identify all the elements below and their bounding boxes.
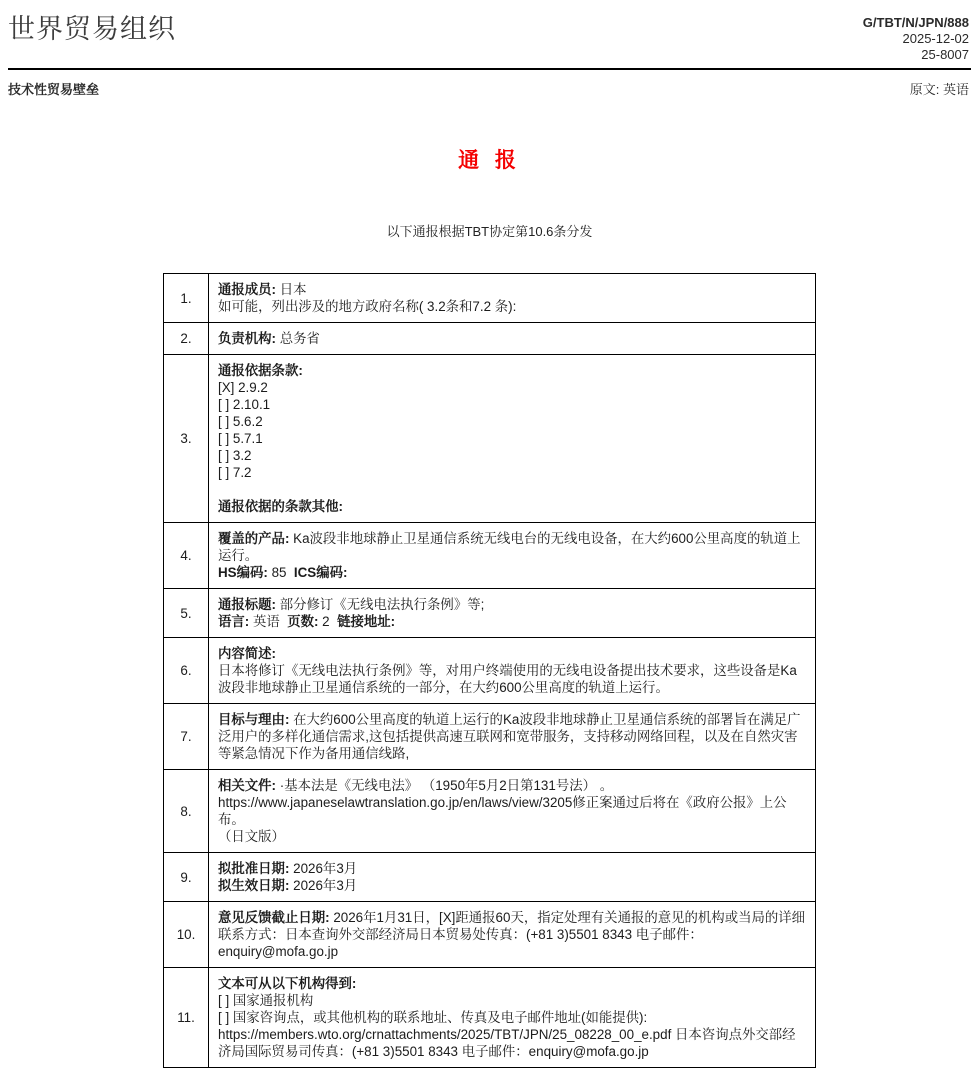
page-title: 通 报 xyxy=(458,149,521,172)
field-label: 通报依据的条款其他: xyxy=(218,499,343,514)
field-value: [ ] 2.10.1 xyxy=(218,397,271,412)
table-row xyxy=(164,638,816,704)
field-value: 2026年3月 xyxy=(293,878,358,893)
row-content xyxy=(209,323,816,355)
field-value: [ ] 3.2 xyxy=(218,448,252,463)
field-value: [ ] 7.2 xyxy=(218,465,252,480)
row-number: 9. xyxy=(164,853,209,902)
field-value: [X] 2.9.2 xyxy=(218,380,268,395)
field-label: 文本可从以下机构得到: xyxy=(218,976,357,991)
text-line xyxy=(218,992,807,1009)
field-label: 语言: xyxy=(218,614,253,629)
subheader xyxy=(0,70,979,98)
table-row xyxy=(164,770,816,853)
row-content xyxy=(209,638,816,704)
table-row xyxy=(164,902,816,968)
field-label: 相关文件: xyxy=(218,778,280,793)
field-value: [ ] 国家通报机构 xyxy=(218,993,314,1008)
text-line xyxy=(218,777,807,794)
document-number: 25-8007 xyxy=(921,47,969,62)
text-line xyxy=(218,498,807,515)
table-row xyxy=(164,968,816,1068)
field-label: 通报成员: xyxy=(218,282,280,297)
text-line xyxy=(218,1009,807,1026)
url-text: https://www.japaneselawtranslation.go.jp/en/laws/view/3205修正案通过后将在《政府公报》上公布。 xyxy=(218,795,787,827)
row-content xyxy=(209,902,816,968)
table-row xyxy=(164,523,816,589)
field-value: 2 xyxy=(322,614,338,629)
row-content xyxy=(209,523,816,589)
text-line xyxy=(218,645,807,662)
committee-label: 技术性贸易壁垒 xyxy=(8,82,100,97)
text-line xyxy=(218,281,807,298)
text-line xyxy=(218,711,807,762)
text-line xyxy=(218,596,807,613)
field-value: （日文版） xyxy=(218,829,285,844)
field-label: HS编码: xyxy=(218,565,272,580)
text-line xyxy=(218,828,807,845)
text-line xyxy=(218,1026,807,1060)
text-line xyxy=(218,662,807,696)
field-value: Ka波段非地球静止卫星通信系统无线电台的无线电设备，在大约600公里高度的轨道上运行。 xyxy=(218,531,801,563)
field-value: 2026年1月31日，[X]距通报60天，指定处理有关通报的意见的机构或当局的详细联系方式：日本查询外交部经济局日本贸易处传真：(+81 3)5501 8343 电子邮件：enquiry@mofa.go.jp xyxy=(218,910,806,959)
row-number: 7. xyxy=(164,704,209,770)
row-number: 1. xyxy=(164,274,209,323)
original-language-label: 原文: 英语 xyxy=(909,82,969,97)
url-text: https://members.wto.org/crnattachments/2025/TBT/JPN/25_08228_00_e.pdf 日本咨询点外交部经济局国际贸易司传真：(+81 3)5501 8343 电子邮件：enquiry@mofa.go.jp xyxy=(218,1027,796,1059)
field-value: [ ] 国家咨询点，或其他机构的联系地址、传真及电子邮件地址(如能提供): xyxy=(218,1010,648,1025)
text-line xyxy=(218,330,807,347)
row-number: 8. xyxy=(164,770,209,853)
field-value: 2026年3月 xyxy=(293,861,358,876)
field-value: 如可能，列出涉及的地方政府名称( 3.2条和7.2 条): xyxy=(218,299,517,314)
row-content xyxy=(209,770,816,853)
row-content xyxy=(209,274,816,323)
row-content xyxy=(209,589,816,638)
field-label: 通报标题: xyxy=(218,597,280,612)
org-title: 世界贸易组织 xyxy=(8,14,176,44)
field-label: 链接地址: xyxy=(337,614,396,629)
distribution-note: 以下通报根据TBT协定第10.6条分发 xyxy=(386,224,593,239)
document-date: 2025-12-02 xyxy=(902,31,969,46)
field-label: 覆盖的产品: xyxy=(218,531,294,546)
field-label: 负责机构: xyxy=(218,331,280,346)
table-row xyxy=(164,704,816,770)
field-value: 日本 xyxy=(279,282,307,297)
field-label: 目标与理由: xyxy=(218,712,294,727)
text-line xyxy=(218,362,807,379)
text-line xyxy=(218,613,807,630)
text-line xyxy=(218,413,807,430)
text-line xyxy=(218,975,807,992)
row-number: 5. xyxy=(164,589,209,638)
row-number: 10. xyxy=(164,902,209,968)
text-line xyxy=(218,909,807,960)
field-value: 85 xyxy=(271,565,294,580)
row-number: 2. xyxy=(164,323,209,355)
row-number: 4. xyxy=(164,523,209,589)
row-content xyxy=(209,704,816,770)
field-value: 日本将修订《无线电法执行条例》等，对用户终端使用的无线电设备提出技术要求，这些设备是Ka波段非地球静止卫星通信系统的一部分，在大约600公里高度的轨道上运行。 xyxy=(218,663,797,695)
text-line xyxy=(218,298,807,315)
text-line xyxy=(218,564,807,581)
text-line xyxy=(218,430,807,447)
text-line xyxy=(218,396,807,413)
field-value: [ ] 5.6.2 xyxy=(218,414,263,429)
field-label: 拟批准日期: xyxy=(218,861,294,876)
text-line xyxy=(218,860,807,877)
document-reference-block xyxy=(863,13,969,63)
row-content xyxy=(209,968,816,1068)
table-row xyxy=(164,355,816,523)
table-row xyxy=(164,589,816,638)
table-row xyxy=(164,274,816,323)
text-line xyxy=(218,464,807,481)
field-value: 部分修订《无线电法执行条例》等; xyxy=(279,597,485,612)
row-number: 11. xyxy=(164,968,209,1068)
text-line xyxy=(218,877,807,894)
field-label: 通报依据条款: xyxy=(218,363,303,378)
field-label: 意见反馈截止日期: xyxy=(218,910,334,925)
row-number: 6. xyxy=(164,638,209,704)
table-row xyxy=(164,323,816,355)
text-line xyxy=(218,379,807,396)
row-number: 3. xyxy=(164,355,209,523)
field-label: 拟生效日期: xyxy=(218,878,294,893)
table-row xyxy=(164,853,816,902)
text-line xyxy=(218,481,807,498)
field-value: 英语 xyxy=(252,614,288,629)
text-line xyxy=(218,530,807,564)
text-line xyxy=(218,447,807,464)
field-label: ICS编码: xyxy=(293,565,348,580)
field-value: 总务省 xyxy=(279,331,320,346)
notification-table xyxy=(163,273,816,1068)
field-label: 内容简述: xyxy=(218,646,277,661)
field-label: 页数: xyxy=(287,614,323,629)
field-value: 在大约600公里高度的轨道上运行的Ka波段非地球静止卫星通信系统的部署旨在满足广泛用户的多样化通信需求,这包括提供高速互联网和宽带服务，支持移动网络回程，以及在自然灾害等紧急情况下作为备用通信线路, xyxy=(218,712,801,761)
document-symbol: G/TBT/N/JPN/888 xyxy=(862,15,969,30)
row-content xyxy=(209,355,816,523)
row-content xyxy=(209,853,816,902)
header xyxy=(0,0,979,63)
text-line xyxy=(218,794,807,828)
field-value: ·基本法是《无线电法》 （1950年5月2日第131号法） 。 xyxy=(279,778,614,793)
field-value: [ ] 5.7.1 xyxy=(218,431,263,446)
